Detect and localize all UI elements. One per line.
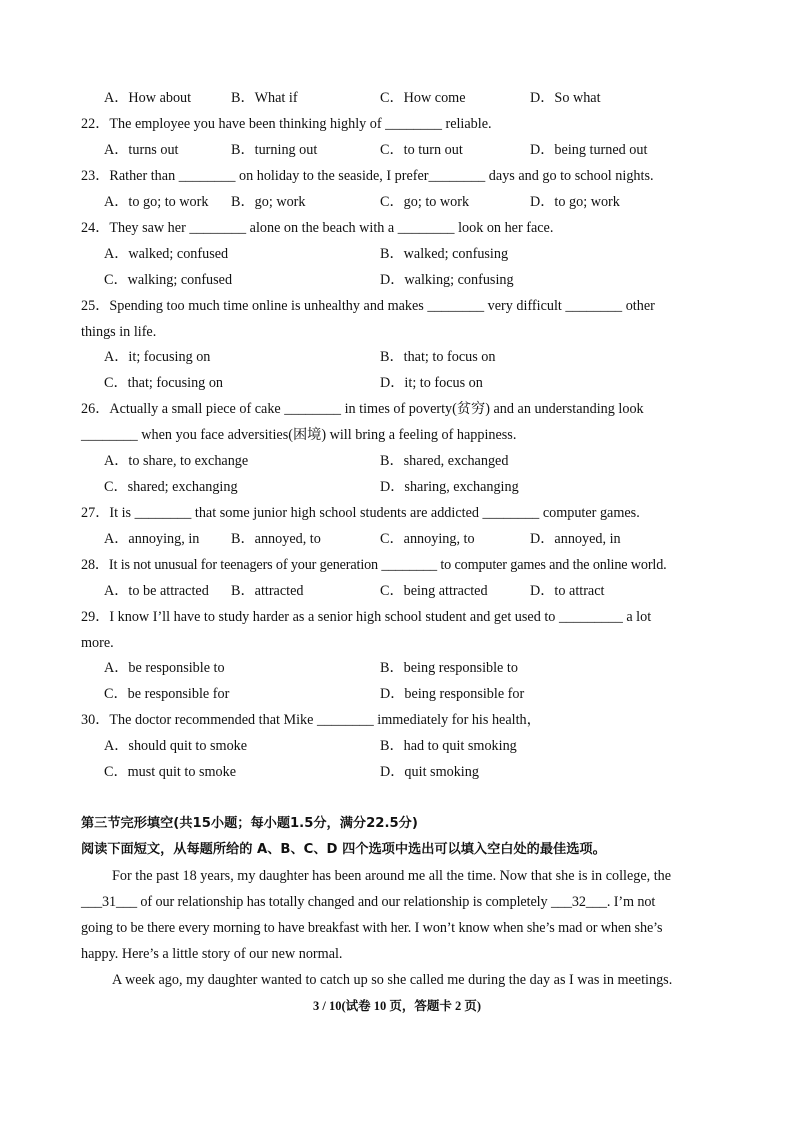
- q23-option-b: B．go; work: [231, 194, 306, 210]
- passage-line-2: [81, 893, 655, 911]
- q29-option-a: A．be responsible to: [104, 660, 225, 676]
- q26-option-c: C．shared; exchanging: [104, 479, 238, 495]
- q26-stem: 26．Actually a small piece of cake ________ in times of poverty(贫穷) and an understanding look: [81, 401, 644, 417]
- q28-option-a: A．to be attracted: [104, 583, 209, 599]
- q26-stem-continued: ________ when you face adversities(困境) will bring a feeling of happiness.: [81, 427, 517, 443]
- section-instruction: 阅读下面短文，从每题所给的 A、B、C、D 四个选项中选出可以填入空白处的最佳选项。: [81, 842, 606, 857]
- q27-option-b: B．annoyed, to: [231, 531, 321, 547]
- q29-option-c: C．be responsible for: [104, 686, 230, 702]
- q27-option-c: C．annoying, to: [380, 531, 475, 547]
- q26-option-d: D．sharing, exchanging: [380, 479, 519, 495]
- q21-option-d: D．So what: [530, 90, 601, 106]
- page-footer: 3 / 10(试卷 10 页，答题卡 2 页): [312, 999, 482, 1013]
- q30-option-a: A．should quit to smoke: [104, 738, 248, 754]
- q24-option-b: B．walked; confusing: [380, 246, 509, 262]
- q26-option-b: B．shared, exchanged: [380, 453, 509, 469]
- q24-option-a: A．walked; confused: [104, 246, 229, 262]
- q22-option-d: D．being turned out: [530, 142, 648, 158]
- q23-option-c: C．go; to work: [380, 194, 470, 210]
- q27-option-a: A．annoying, in: [104, 531, 200, 547]
- q29-option-b: B．being responsible to: [380, 660, 518, 676]
- passage-line-3: going to be there every morning to have breakfast with her. I won’t know when she’s mad or when she’s: [81, 920, 663, 936]
- q30-stem: 30．The doctor recommended that Mike ________ immediately for his health，: [81, 712, 541, 728]
- passage-line-2-end: . I’m not: [606, 894, 656, 910]
- q22-option-b: B．turning out: [231, 142, 318, 158]
- q28-option-d: D．to attract: [530, 583, 605, 599]
- q29-stem: 29．I know I’ll have to study harder as a senior high school student and get used to _________ a lot: [81, 609, 652, 625]
- q27-stem: 27．It is ________ that some junior high school students are addicted ________ computer games.: [81, 505, 640, 521]
- q22-stem: 22．The employee you have been thinking highly of ________ reliable.: [81, 116, 492, 132]
- q29-stem-continued: more.: [81, 635, 114, 651]
- section-title: 第三节完形填空(共15小题；每小题1.5分，满分22.5分): [81, 816, 418, 831]
- blank-31: ___31___: [81, 894, 137, 910]
- q21-option-b: B．What if: [231, 90, 298, 106]
- q24-option-d: D．walking; confusing: [380, 272, 514, 288]
- q28-option-c: C．being attracted: [380, 583, 488, 599]
- q26-option-a: A．to share, to exchange: [104, 453, 249, 469]
- q23-stem: 23．Rather than ________ on holiday to the seaside, I prefer________ days and go to school nights.: [81, 168, 654, 184]
- q25-option-c: C．that; focusing on: [104, 375, 224, 391]
- passage-line-5: A week ago, my daughter wanted to catch up so she called me during the day as I was in meetings.: [112, 972, 673, 988]
- q30-option-c: C．must quit to smoke: [104, 764, 237, 780]
- q25-stem-continued: things in life.: [81, 324, 157, 340]
- passage-line-2-text: of our relationship has totally changed and our relationship is completely: [136, 894, 551, 910]
- q28-stem: 28．It is not unusual for teenagers of your generation ________ to computer games and the online world.: [81, 557, 667, 573]
- q25-stem: 25．Spending too much time online is unhealthy and makes ________ very difficult ________ other: [81, 298, 655, 314]
- passage-line-1: For the past 18 years, my daughter has been around me all the time. Now that she is in college, the: [112, 868, 672, 884]
- q23-option-a: A．to go; to work: [104, 194, 209, 210]
- q25-option-d: D．it; to focus on: [380, 375, 483, 391]
- q24-stem: 24．They saw her ________ alone on the beach with a ________ look on her face.: [81, 220, 554, 236]
- q25-option-a: A．it; focusing on: [104, 349, 211, 365]
- q22-option-a: A．turns out: [104, 142, 179, 158]
- q30-option-d: D．quit smoking: [380, 764, 479, 780]
- q22-option-c: C．to turn out: [380, 142, 463, 158]
- q28-option-b: B．attracted: [231, 583, 304, 599]
- q30-option-b: B．had to quit smoking: [380, 738, 517, 754]
- blank-32: ___32___: [550, 894, 607, 910]
- q23-option-d: D．to go; work: [530, 194, 620, 210]
- q21-option-a: A．How about: [104, 90, 192, 106]
- passage-line-4: happy. Here’s a little story of our new normal.: [81, 946, 343, 962]
- q25-option-b: B．that; to focus on: [380, 349, 496, 365]
- q21-option-c: C．How come: [380, 90, 466, 106]
- q29-option-d: D．being responsible for: [380, 686, 525, 702]
- q27-option-d: D．annoyed, in: [530, 531, 621, 547]
- q24-option-c: C．walking; confused: [104, 272, 233, 288]
